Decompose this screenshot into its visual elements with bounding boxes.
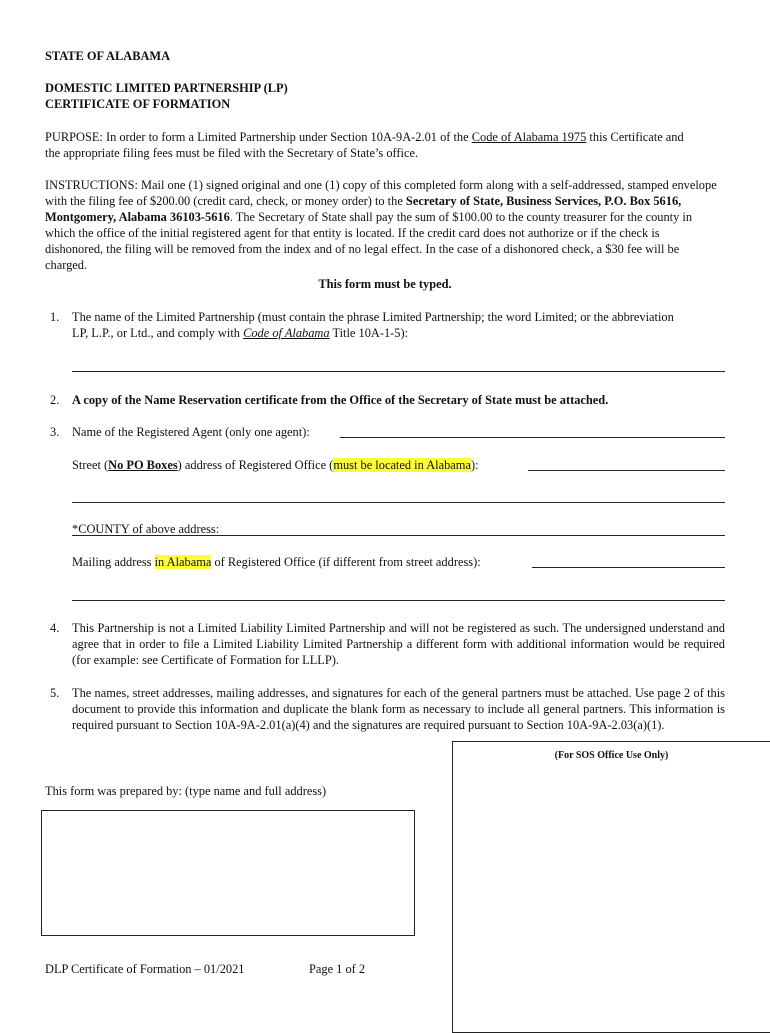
street-address-field[interactable]	[528, 470, 725, 471]
item5-number: 5.	[50, 686, 60, 700]
form-id-footer: DLP Certificate of Formation – 01/2021	[45, 962, 245, 976]
purpose-text-cont: this Certificate and the appropriate filing fees must be filed with the Secretary of State’s office.	[45, 130, 684, 160]
registered-agent-label: Name of the Registered Agent (only one agent):	[72, 425, 310, 439]
code-of-alabama-link: Code of Alabama 1975	[471, 130, 587, 144]
mailing-address-field[interactable]	[532, 567, 725, 568]
sos-office-use-box	[452, 741, 770, 1033]
prepared-by-box[interactable]	[41, 810, 415, 936]
county-field[interactable]	[72, 535, 725, 536]
item1-number: 1.	[50, 310, 60, 324]
in-alabama-highlight: in Alabama	[154, 555, 212, 569]
purpose-paragraph	[45, 129, 690, 161]
registered-agent-field[interactable]	[340, 437, 725, 438]
item4-number: 4.	[50, 621, 60, 635]
street-address-label	[72, 457, 479, 473]
mailing-address-label	[72, 554, 481, 570]
mailing-address-field-line2[interactable]	[72, 600, 725, 601]
item3-number: 3.	[50, 425, 60, 439]
item2-text: A copy of the Name Reservation certificate from the Office of the Secretary of State must be attached.	[72, 393, 609, 407]
alabama-requirement-highlight: must be located in Alabama	[333, 458, 471, 472]
mailing-label-part1: Mailing address	[72, 555, 155, 569]
street-label-part2: ) address of Registered Office (	[177, 458, 334, 472]
instructions-text: INSTRUCTIONS: Mail one (1) signed original and one (1) copy of this completed form along with a self-addressed, stamped envelope with the filing fee of $200.00 (credit card, check, or money order) to the	[45, 178, 717, 208]
typed-notice: This form must be typed.	[318, 277, 452, 291]
prepared-by-label: This form was prepared by: (type name and full address)	[45, 784, 327, 798]
sos-office-use-label: (For SOS Office Use Only)	[554, 750, 669, 761]
item1-code: Code of Alabama	[243, 326, 330, 340]
street-label-part3: ):	[470, 458, 479, 472]
county-label: *COUNTY of above address:	[72, 522, 220, 536]
mailing-address: Secretary of State, Business Services, P.O. Box 5616, Montgomery, Alabama 36103-5616	[45, 194, 682, 224]
item1-text	[72, 309, 692, 341]
item2-number: 2.	[50, 393, 60, 407]
instructions-paragraph	[45, 177, 720, 273]
purpose-text: PURPOSE: In order to form a Limited Partnership under Section 10A-9A-2.01 of the	[45, 130, 472, 144]
item5-text: The names, street addresses, mailing addresses, and signatures for each of the general partners must be attached. Use page 2 of this document to provide this information and duplicate the blank form as necessary to include all general partners. This information is required pursuant to Section 10A-9A-2.01(a)(4) and the signatures are required pursuant to Section 10A-9A-2.03(a)(1).	[72, 686, 725, 732]
street-label-part1: Street (	[72, 458, 109, 472]
form-title-line1: DOMESTIC LIMITED PARTNERSHIP (LP)	[45, 81, 288, 95]
instructions-text-cont: . The Secretary of State shall pay the sum of $100.00 to the county treasurer for the county in which the office of the initial registered agent for that entity is located. If the credit card does not authorize or if the check is dishonored, the filing will be removed from the index and of no legal effect. In the case of a dishonored check, a $30 fee will be charged.	[45, 210, 693, 272]
state-heading: STATE OF ALABAMA	[45, 49, 171, 63]
item4-text: This Partnership is not a Limited Liability Limited Partnership and will not be registered as such. The undersigned understand and agree that in order to file a Limited Liability Limited Partnership a different form with additional information would be required (for example: see Certificate of Formation for LLLP).	[72, 621, 725, 667]
item1-label: The name of the Limited Partnership (must contain the phrase Limited Partnership; the word Limited; or the abbreviation LP, L.P., or Ltd., and comply with	[72, 310, 674, 340]
lp-name-field[interactable]	[72, 371, 725, 372]
no-po-boxes: No PO Boxes	[108, 458, 178, 472]
item1-label-cont: Title 10A-1-5):	[329, 326, 409, 340]
page-number: Page 1 of 2	[309, 962, 366, 976]
mailing-label-part2: of Registered Office (if different from street address):	[211, 555, 481, 569]
street-address-field-line2[interactable]	[72, 502, 725, 503]
form-title-line2: CERTIFICATE OF FORMATION	[45, 97, 231, 111]
